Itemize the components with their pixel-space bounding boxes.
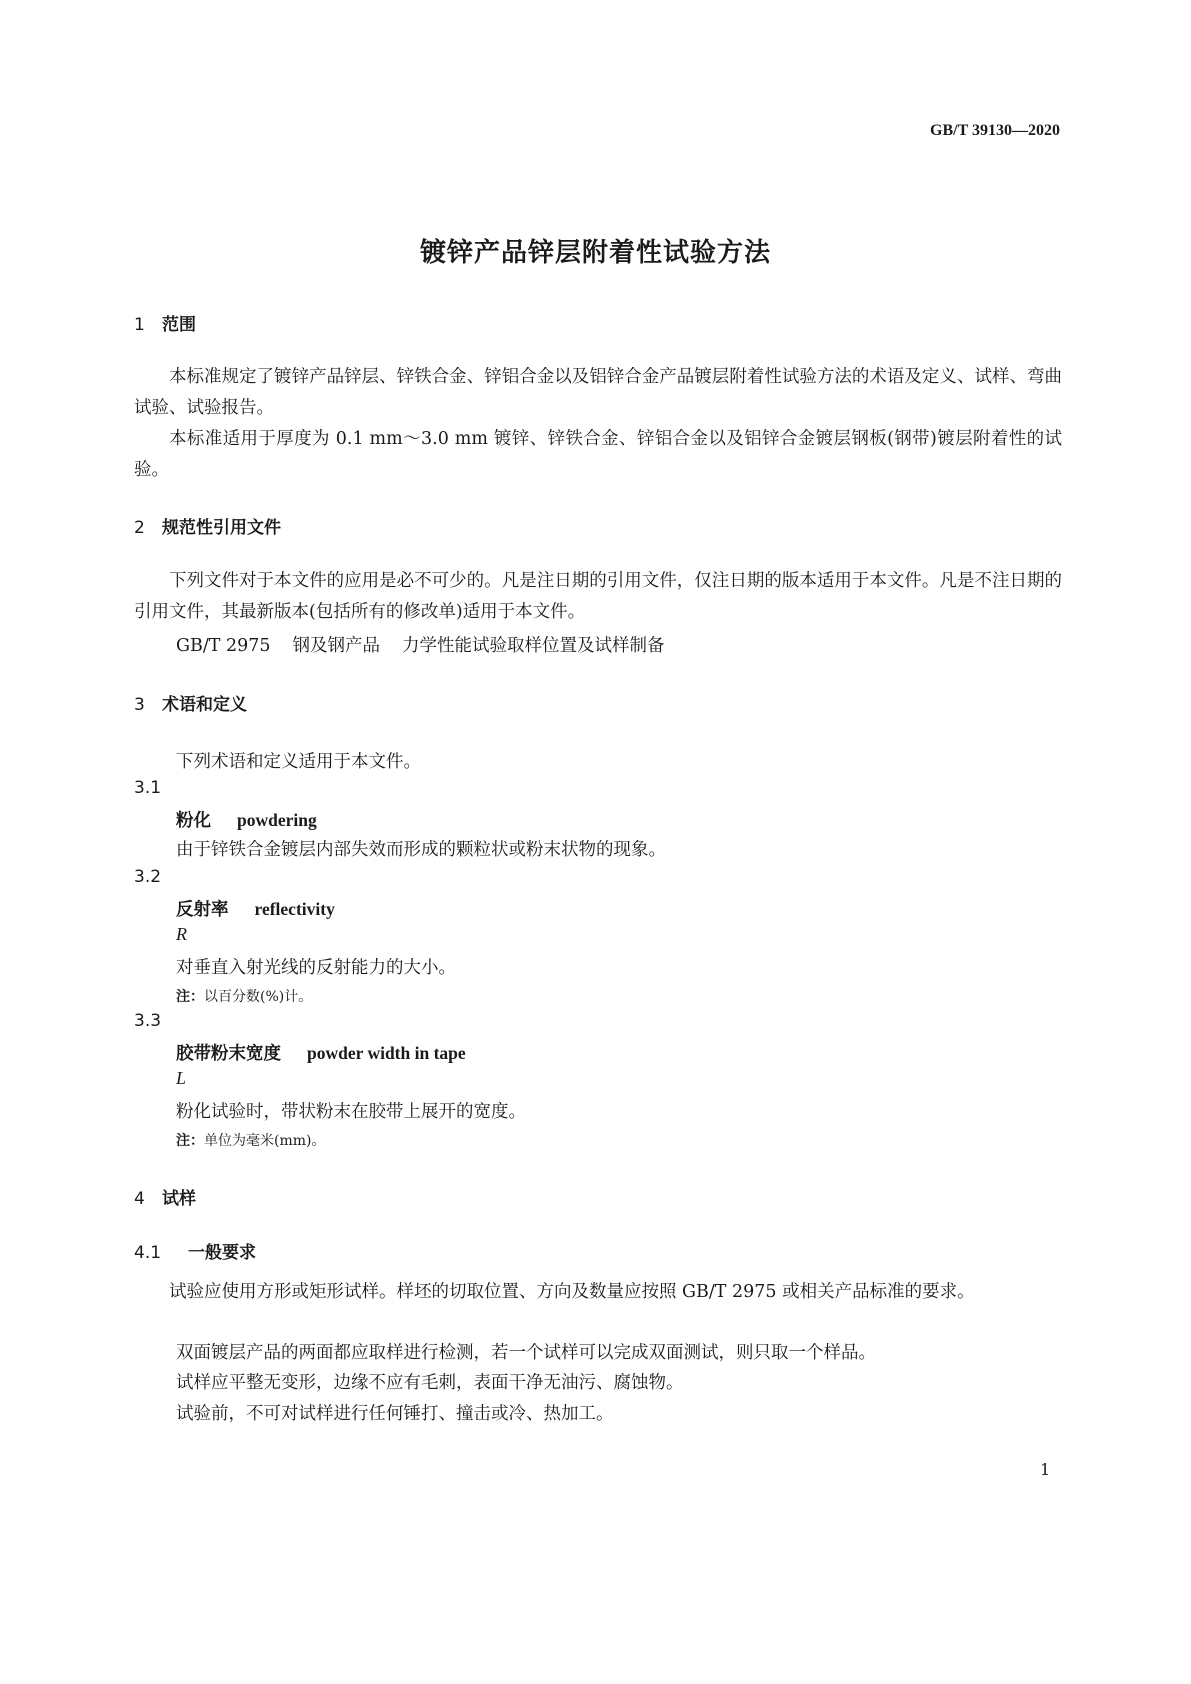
note-label: 注： bbox=[176, 989, 204, 1005]
term-zh: 反射率 bbox=[176, 900, 229, 920]
subsection-4-1-heading bbox=[134, 1238, 256, 1263]
section-title: 试样 bbox=[162, 1189, 196, 1209]
normative-reference bbox=[176, 632, 687, 657]
section-number: 1 bbox=[134, 315, 145, 335]
term-name bbox=[176, 807, 317, 832]
section-4-paragraph-4: 试验前，不可对试样进行任何锤打、撞击或冷、热加工。 bbox=[176, 1404, 614, 1424]
section-3-intro: 下列术语和定义适用于本文件。 bbox=[176, 752, 421, 772]
term-en: reflectivity bbox=[254, 899, 335, 919]
section-4-paragraph-3: 试样应平整无变形，边缘不应有毛刺，表面干净无油污、腐蚀物。 bbox=[176, 1373, 684, 1393]
note-text: 以百分数(%)计。 bbox=[204, 989, 313, 1005]
term-definition: 由于锌铁合金镀层内部失效而形成的颗粒状或粉末状物的现象。 bbox=[176, 840, 666, 860]
term-zh: 粉化 bbox=[176, 811, 211, 831]
note-label: 注： bbox=[176, 1133, 204, 1149]
section-2-heading bbox=[134, 513, 281, 538]
section-number: 4 bbox=[134, 1189, 145, 1209]
section-4-paragraph-2: 双面镀层产品的两面都应取样进行检测，若一个试样可以完成双面测试，则只取一个样品。 bbox=[176, 1343, 876, 1363]
term-note bbox=[176, 1130, 325, 1150]
term-symbol: L bbox=[176, 1068, 187, 1088]
section-1-heading bbox=[134, 310, 196, 335]
reference-title-part-b: 力学性能试验取样位置及试样制备 bbox=[402, 636, 665, 656]
reference-title-part-a: 钢及钢产品 bbox=[292, 636, 381, 656]
section-3-heading bbox=[134, 690, 247, 715]
subsection-title: 一般要求 bbox=[188, 1243, 256, 1263]
document-title: 镀锌产品锌层附着性试验方法 bbox=[419, 238, 771, 268]
section-4-paragraph-1: 试验应使用方形或矩形试样。样坯的切取位置、方向及数量应按照 GB/T 2975 或相关产品标准的要求。 bbox=[169, 1282, 975, 1302]
note-text: 单位为毫米(mm)。 bbox=[204, 1133, 326, 1149]
section-title: 规范性引用文件 bbox=[162, 518, 281, 538]
section-title: 范围 bbox=[162, 315, 196, 335]
term-en: powder width in tape bbox=[307, 1043, 466, 1063]
section-number: 3 bbox=[134, 695, 145, 715]
reference-code: GB/T 2975 bbox=[176, 636, 271, 656]
section-title: 术语和定义 bbox=[162, 695, 247, 715]
term-note bbox=[176, 986, 312, 1006]
term-definition: 粉化试验时，带状粉末在胶带上展开的宽度。 bbox=[176, 1102, 526, 1122]
page-number: 1 bbox=[1040, 1460, 1051, 1479]
term-number: 3.2 bbox=[134, 867, 162, 887]
section-1-paragraph-1: 本标准规定了镀锌产品锌层、锌铁合金、锌铝合金以及铝锌合金产品镀层附着性试验方法的术语及定义、试样、弯曲试验、试验报告。 bbox=[134, 367, 1062, 418]
standard-code: GB/T 39130—2020 bbox=[930, 122, 1060, 139]
section-4-heading bbox=[134, 1184, 196, 1209]
term-number: 3.3 bbox=[134, 1011, 162, 1031]
term-name bbox=[176, 896, 335, 921]
term-name bbox=[176, 1040, 466, 1065]
term-en: powdering bbox=[237, 810, 317, 830]
term-symbol: R bbox=[176, 924, 187, 944]
term-definition: 对垂直入射光线的反射能力的大小。 bbox=[176, 958, 456, 978]
section-2-paragraph-1: 下列文件对于本文件的应用是必不可少的。凡是注日期的引用文件，仅注日期的版本适用于本文件。凡是不注日期的引用文件，其最新版本(包括所有的修改单)适用于本文件。 bbox=[134, 571, 1062, 622]
section-number: 2 bbox=[134, 518, 145, 538]
section-1-paragraph-2: 本标准适用于厚度为 0.1 mm～3.0 mm 镀锌、锌铁合金、锌铝合金以及铝锌合金镀层钢板(钢带)镀层附着性的试验。 bbox=[134, 429, 1062, 480]
term-number: 3.1 bbox=[134, 778, 162, 798]
term-zh: 胶带粉末宽度 bbox=[176, 1044, 281, 1064]
subsection-number: 4.1 bbox=[134, 1243, 162, 1263]
